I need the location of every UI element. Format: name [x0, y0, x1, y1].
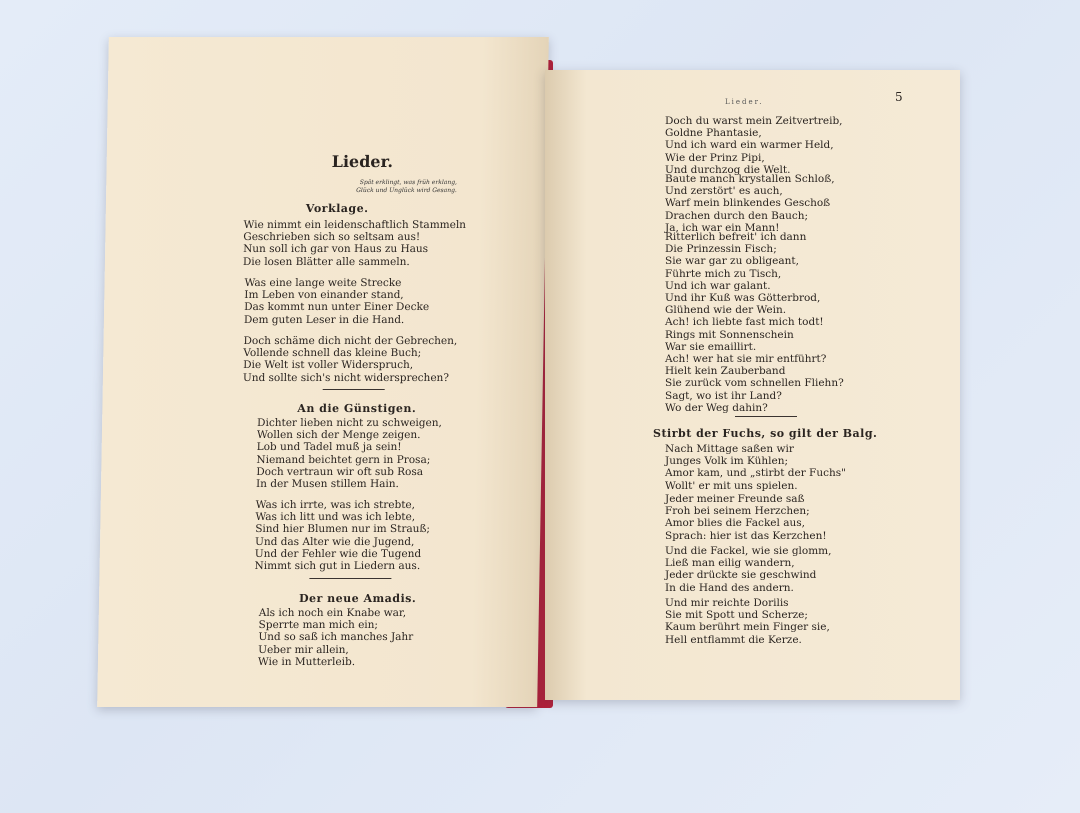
stanza	[665, 353, 844, 414]
verse-line: Sprach: hier ist das Kerzchen!	[665, 529, 827, 542]
verse-line: Doch du warst mein Zeitvertreib,	[665, 115, 843, 127]
running-head: Lieder.	[725, 98, 764, 106]
verse-line: Wie nimmt ein leidenschaftlich Stammeln	[243, 219, 467, 231]
verse-line: Wo der Weg dahin?	[665, 401, 768, 414]
verse-line: Die Welt ist voller Widerspruch,	[243, 359, 414, 372]
stanza	[665, 115, 843, 176]
verse-line: Warf mein blinkendes Geschoß	[665, 197, 831, 210]
verse-line: Rings mit Sonnenschein	[665, 328, 794, 341]
verse-line: Und zerstört' es auch,	[665, 185, 783, 198]
verse-line: Hielt kein Zauberband	[665, 365, 786, 378]
verse-line: Und ihr Kuß was Götterbrod,	[665, 292, 821, 304]
verse-line: Was eine lange weite Strecke	[244, 277, 402, 289]
verse-line: Und ich ward ein warmer Held,	[665, 139, 834, 152]
verse-line: Die losen Blätter alle sammeln.	[242, 255, 410, 268]
stanza	[243, 335, 458, 384]
verse-line: Drachen durch den Bauch;	[665, 209, 809, 222]
right-page	[545, 70, 960, 700]
verse-line: Doch schäme dich nicht der Gebrechen,	[243, 335, 458, 347]
verse-line: Baute manch krystallen Schloß,	[665, 173, 835, 185]
stanza	[665, 545, 831, 594]
verse-line: Junges Volk im Kühlen;	[665, 455, 789, 468]
verse-line: Vollende schnell das kleine Buch;	[243, 347, 422, 360]
divider	[309, 578, 391, 579]
verse-line: Niemand beichtet gern in Prosa;	[256, 453, 431, 466]
verse-line: Ueber mir allein,	[258, 643, 349, 656]
verse-line: Sind hier Blumen nur im Strauß;	[255, 523, 431, 536]
stanza	[256, 417, 442, 490]
verse-line: Sagt, wo ist ihr Land?	[665, 389, 782, 402]
verse-line: Und sollte sich's nicht widersprechen?	[242, 371, 450, 384]
poem-title: Stirbt der Fuchs, so gilt der Balg.	[653, 427, 878, 440]
poem-title: Der neue Amadis.	[298, 592, 417, 605]
verse-line: Dem guten Leser in die Hand.	[243, 313, 405, 326]
verse-line: In die Hand des andern.	[665, 581, 794, 594]
stanza	[244, 277, 430, 326]
verse-line: Sie war gar zu obligeant,	[665, 255, 799, 268]
stanza	[665, 443, 846, 492]
verse-line: Und das Alter wie die Jugend,	[254, 535, 415, 548]
verse-line: Glühend wie der Wein.	[665, 304, 787, 317]
verse-line: Sie zurück vom schnellen Fliehn?	[665, 377, 844, 390]
left-page	[97, 37, 549, 707]
verse-line: Hell entflammt die Kerze.	[665, 633, 802, 646]
verse-line: Und durchzog die Welt.	[665, 163, 791, 176]
verse-line: War sie emaillirt.	[665, 340, 757, 353]
verse-line: Wie in Mutterleib.	[257, 655, 356, 668]
verse-line: Jeder drückte sie geschwind	[665, 569, 817, 582]
motto-line: Glück und Unglück wird Gesang.	[356, 187, 457, 194]
verse-line: Lob und Tadel muß ja sein!	[256, 441, 402, 454]
verse-line: Wollt' er mit uns spielen.	[665, 479, 798, 492]
stanza	[258, 607, 414, 668]
divider	[735, 416, 797, 417]
verse-line: Ja, ich war ein Mann!	[665, 221, 780, 234]
verse-line: Amor blies die Fackel aus,	[665, 517, 805, 530]
verse-line: Goldne Phantasie,	[665, 127, 762, 140]
motto-line: Spät erklingt, was früh erklang,	[359, 179, 458, 186]
verse-line: Geschrieben sich so seltsam aus!	[243, 231, 421, 244]
verse-line: Sperrte man mich ein;	[258, 619, 379, 632]
verse-line: Nach Mittage saßen wir	[665, 443, 794, 455]
verse-line: Und die Fackel, wie sie glomm,	[665, 545, 832, 557]
verse-line: Das kommt nun unter Einer Decke	[244, 301, 430, 314]
verse-line: Amor kam, und „stirbt der Fuchs"	[665, 467, 846, 480]
verse-line: Und ich war galant.	[665, 279, 771, 292]
page-number: 5	[895, 90, 903, 104]
stanza	[665, 597, 830, 646]
verse-line: Froh bei seinem Herzchen;	[665, 505, 810, 518]
verse-line: Nimmt sich gut in Liedern aus.	[254, 560, 421, 573]
stanza	[665, 231, 806, 292]
stanza	[665, 292, 824, 353]
verse-line: Ach! ich liebte fast mich todt!	[665, 316, 824, 329]
verse-line: Ließ man eilig wandern,	[665, 557, 795, 570]
verse-line: Dichter lieben nicht zu schweigen,	[257, 417, 442, 429]
verse-line: Kaum berührt mein Finger sie,	[665, 621, 830, 634]
stanza	[665, 493, 827, 542]
verse-line: Die Prinzessin Fisch;	[665, 243, 777, 256]
verse-line: Führte mich zu Tisch,	[665, 267, 782, 280]
stanza	[243, 219, 466, 268]
verse-line: Doch vertraun wir oft sub Rosa	[256, 465, 424, 478]
stanza	[665, 173, 835, 234]
divider	[323, 389, 385, 390]
verse-line: Nun soll ich gar von Haus zu Haus	[243, 243, 429, 256]
verse-line: Und mir reichte Dorilis	[665, 597, 789, 609]
verse-line: Wie der Prinz Pipi,	[665, 151, 765, 164]
poem-title: An die Günstigen.	[297, 402, 417, 415]
verse-line: Sie mit Spott und Scherze;	[665, 609, 808, 622]
stanza	[255, 499, 431, 572]
verse-line: Was ich litt und was ich lebte,	[255, 511, 416, 524]
verse-line: In der Musen stillem Hain.	[255, 478, 399, 491]
verse-line: Und der Fehler wie die Tugend	[254, 547, 422, 560]
poem-title: Vorklage.	[305, 202, 369, 215]
section-title: Lieder.	[331, 152, 394, 171]
verse-line: Was ich irrte, was ich strebte,	[255, 499, 416, 511]
verse-line: Und so saß ich manches Jahr	[258, 631, 414, 644]
verse-line: Jeder meiner Freunde saß	[665, 493, 805, 505]
verse-line: Ach! wer hat sie mir entführt?	[665, 353, 827, 365]
motto	[356, 179, 457, 195]
verse-line: Ritterlich befreit' ich dann	[665, 231, 807, 243]
verse-line: Als ich noch ein Knabe war,	[258, 607, 407, 619]
verse-line: Wollen sich der Menge zeigen.	[256, 429, 421, 442]
verse-line: Im Leben von einander stand,	[244, 289, 404, 302]
